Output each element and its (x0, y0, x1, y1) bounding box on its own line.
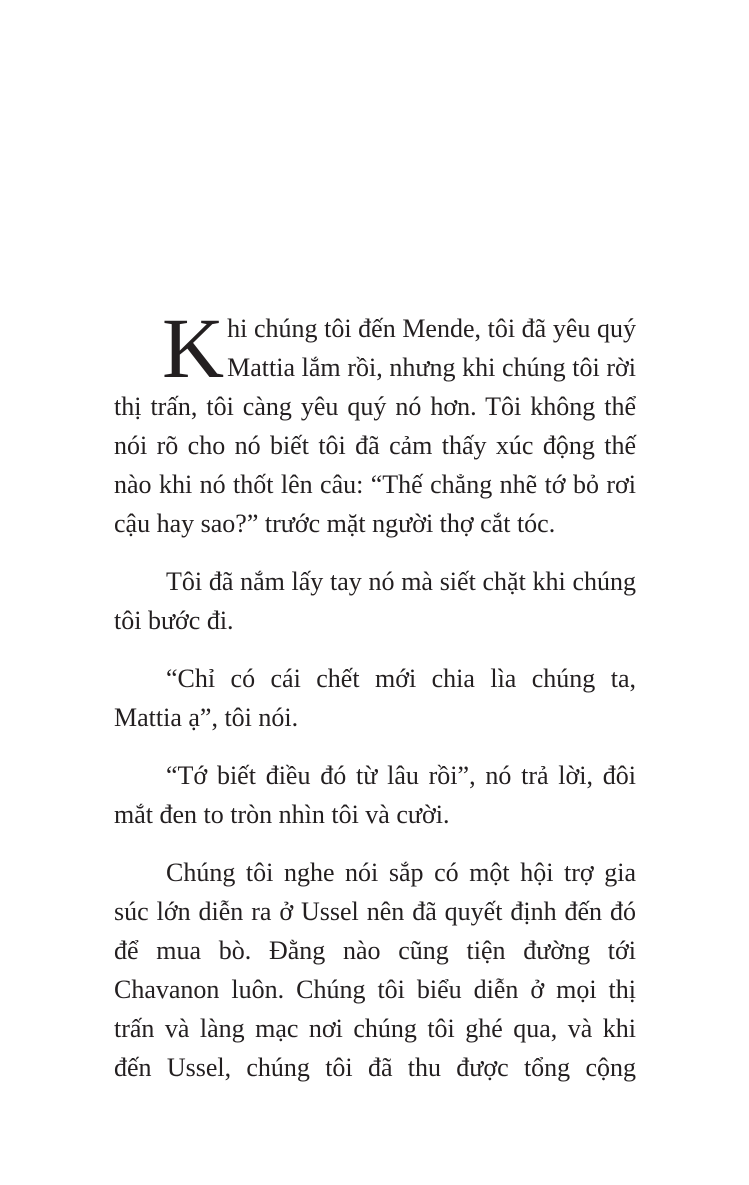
paragraph-2: Tôi đã nắm lấy tay nó mà siết chặt khi chúng tôi bước đi. (114, 567, 636, 635)
paragraph-4: “Tớ biết điều đó từ lâu rồi”, nó trả lời, đôi mắt đen to tròn nhìn tôi và cười. (114, 761, 636, 829)
paragraph-3: “Chỉ có cái chết mới chia lìa chúng ta, Mattia ạ”, tôi nói. (114, 664, 636, 732)
drop-cap: K (162, 300, 225, 396)
paragraph-1-text: hi chúng tôi đến Mende, tôi đã yêu quý Mattia lắm rồi, nhưng khi chúng tôi rời thị trấn, tôi càng yêu quý nó hơn. Tôi không thể nói rõ cho nó biết tôi đã cảm thấy xúc động thế nào khi nó thốt lên câu: “Thế chẳng nhẽ tớ bỏ rơi cậu hay sao?” trước mặt người thợ cắt tóc. (114, 314, 636, 538)
paragraph-5: Chúng tôi nghe nói sắp có một hội trợ gia súc lớn diễn ra ở Ussel nên đã quyết định đến đó để mua bò. Đằng nào cũng tiện đường tới Chavanon luôn. Chúng tôi biểu diễn ở mọi thị trấn và làng mạc nơi chúng tôi ghé qua, và khi đến Ussel, chúng tôi đã thu được tổng cộng (114, 858, 636, 1082)
body-text (114, 300, 636, 1087)
paragraph-1 (114, 300, 636, 543)
